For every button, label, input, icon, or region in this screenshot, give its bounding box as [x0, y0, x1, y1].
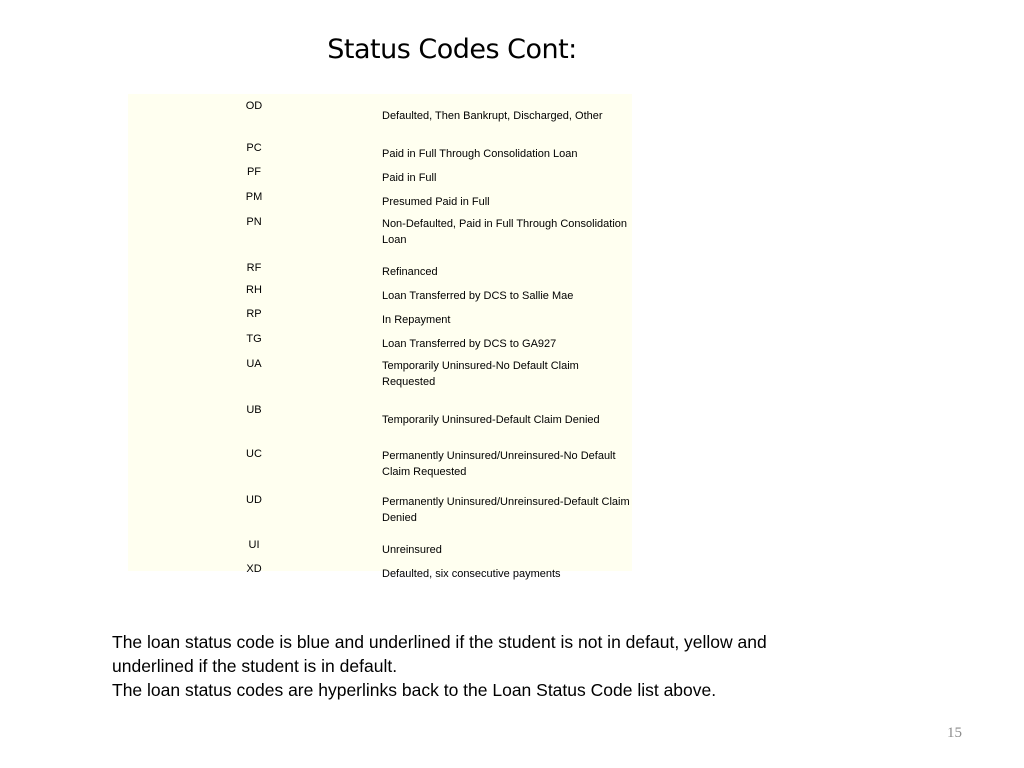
- status-code: OD: [245, 100, 263, 112]
- status-description: In Repayment: [382, 314, 451, 326]
- status-description: Refinanced: [382, 266, 438, 278]
- table-row: [128, 256, 632, 280]
- status-code: RP: [246, 308, 262, 320]
- status-code: UD: [246, 494, 262, 506]
- status-description: Loan Transferred by DCS to GA927: [382, 338, 557, 350]
- table-row: [128, 558, 632, 580]
- status-description: Unreinsured: [382, 544, 442, 556]
- status-code: PM: [245, 191, 263, 203]
- table-row: [128, 138, 632, 162]
- status-codes-table: [128, 94, 632, 580]
- table-row: [128, 186, 632, 210]
- table-row: [128, 210, 632, 256]
- status-code: RH: [246, 284, 262, 296]
- status-description: Defaulted, six consecutive payments: [382, 568, 561, 580]
- status-description: Defaulted, Then Bankrupt, Discharged, Other: [382, 110, 603, 122]
- status-code: PC: [246, 142, 262, 154]
- status-code: RF: [246, 262, 262, 274]
- footnote-line-2: The loan status codes are hyperlinks back to the Loan Status Code list above.: [112, 680, 717, 700]
- status-description: Temporarily Uninsured-No Default Claim Requested: [382, 360, 579, 388]
- table-row: [128, 534, 632, 558]
- footnote-line-1: The loan status code is blue and underlined if the student is not in defaut, yellow and underlined if the student is in default.: [112, 632, 767, 676]
- table-row: [128, 280, 632, 304]
- table-row: [128, 488, 632, 534]
- slide-title: Status Codes Cont:: [327, 34, 577, 65]
- status-code: PF: [246, 166, 262, 178]
- page-number: 15: [947, 725, 962, 741]
- table-row: [128, 398, 632, 442]
- table-row: [128, 442, 632, 488]
- status-description: Temporarily Uninsured-Default Claim Denied: [382, 414, 600, 426]
- table-row: [128, 352, 632, 398]
- status-description: Loan Transferred by DCS to Sallie Mae: [382, 290, 574, 302]
- footnote: [112, 630, 792, 702]
- status-code: UB: [246, 404, 262, 416]
- status-code: UI: [248, 539, 260, 551]
- table-row: [128, 304, 632, 328]
- status-description: Permanently Uninsured/Unreinsured-No Default Claim Requested: [382, 450, 616, 478]
- status-code: XD: [246, 563, 262, 575]
- status-code: TG: [246, 333, 262, 345]
- status-description: Paid in Full: [382, 172, 437, 184]
- status-code: PN: [246, 216, 262, 228]
- status-code: UA: [246, 358, 262, 370]
- table-row: [128, 94, 632, 138]
- table-row: [128, 328, 632, 352]
- status-description: Permanently Uninsured/Unreinsured-Default Claim Denied: [382, 496, 630, 524]
- status-description: Presumed Paid in Full: [382, 196, 490, 208]
- status-description: Non-Defaulted, Paid in Full Through Consolidation Loan: [382, 218, 627, 246]
- table-row: [128, 162, 632, 186]
- status-code: UC: [246, 448, 262, 460]
- status-description: Paid in Full Through Consolidation Loan: [382, 148, 578, 160]
